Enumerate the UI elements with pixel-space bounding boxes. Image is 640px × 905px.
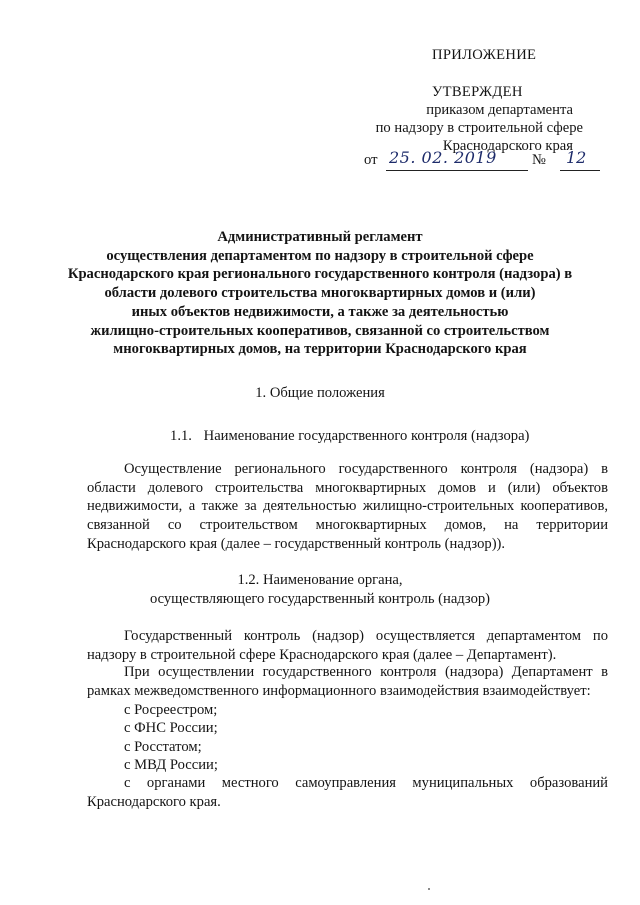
title-line: многоквартирных домов, на территории Краснодарского края [113,341,527,358]
order-date-number-row [364,148,600,173]
list-item: с Росреестром; [124,702,218,718]
paragraph [87,627,608,664]
number-label: № [532,152,546,168]
paragraph-line: связанной со строительством многоквартирных домов, на территории [87,517,608,534]
paragraph-line: с органами местного самоуправления муниципальных образований [124,775,608,791]
paragraph-line: При осуществлении государственного контроля (надзора) Департамент в [124,664,608,680]
document-title [60,228,580,359]
subsection-heading [162,428,529,445]
agency-list [124,701,218,775]
appendix-label: ПРИЛОЖЕНИЕ [432,47,537,63]
paragraph [87,663,608,700]
section-heading: 1. Общие положения [255,385,385,401]
approval-line: по надзору в строительной сфере [375,120,583,136]
subsection-number: 1.1. [170,428,192,444]
paragraph-line: недвижимости, а также за деятельностью жилищно-строительных кооперативов, [87,498,608,515]
title-line: осуществления департаментом по надзору в строительной сфере [106,247,534,264]
number-underline [560,170,600,171]
paragraph-line: области долевого строительства многоквартирных домов и (или) объектов [87,479,608,496]
paragraph-line: Краснодарского края (далее – государственный контроль (надзор)). [87,535,506,552]
paragraph-line: надзору в строительной сфере Краснодарского края (далее – Департамент). [87,646,557,663]
list-item: с МВД России; [124,757,218,774]
paragraph-line: рамках межведомственного информационного взаимодействия взаимодействует: [87,682,591,699]
title-line: Краснодарского края регионального государственного контроля (надзора) в [67,266,573,283]
subsection-heading [0,571,640,609]
paragraph [87,774,608,811]
title-line: области долевого строительства многоквартирных домов и (или) [104,285,536,302]
paragraph-line: Осуществление регионального государственного контроля (надзора) в [124,461,608,477]
title-line: Административный регламент [217,229,423,245]
subsection-title: Наименование государственного контроля (надзора) [203,428,530,444]
date-label: от [364,152,378,168]
scan-speck [428,888,430,890]
paragraph-line: Краснодарского края. [87,793,221,810]
title-line: жилищно-строительных кооперативов, связанной со строительством [90,322,550,339]
paragraph-line: Государственный контроль (надзор) осуществляется департаментом по [124,628,608,644]
subsection-title-line: осуществляющего государственный контроль (надзор) [149,591,491,607]
date-underline [386,170,528,171]
list-item: с ФНС России; [124,720,218,737]
approval-line: приказом департамента [426,102,573,118]
approval-line: Краснодарского края [442,138,573,154]
paragraph [87,460,608,554]
approved-label: УТВЕРЖДЕН [432,84,523,100]
subsection-title-line: 1.2. Наименование органа, [237,572,403,588]
list-item: с Росстатом; [124,738,202,755]
title-line: иных объектов недвижимости, а также за деятельностью [131,303,509,320]
handwritten-number: 12 [566,148,587,167]
handwritten-date: 25. 02. 2019 [389,148,497,167]
